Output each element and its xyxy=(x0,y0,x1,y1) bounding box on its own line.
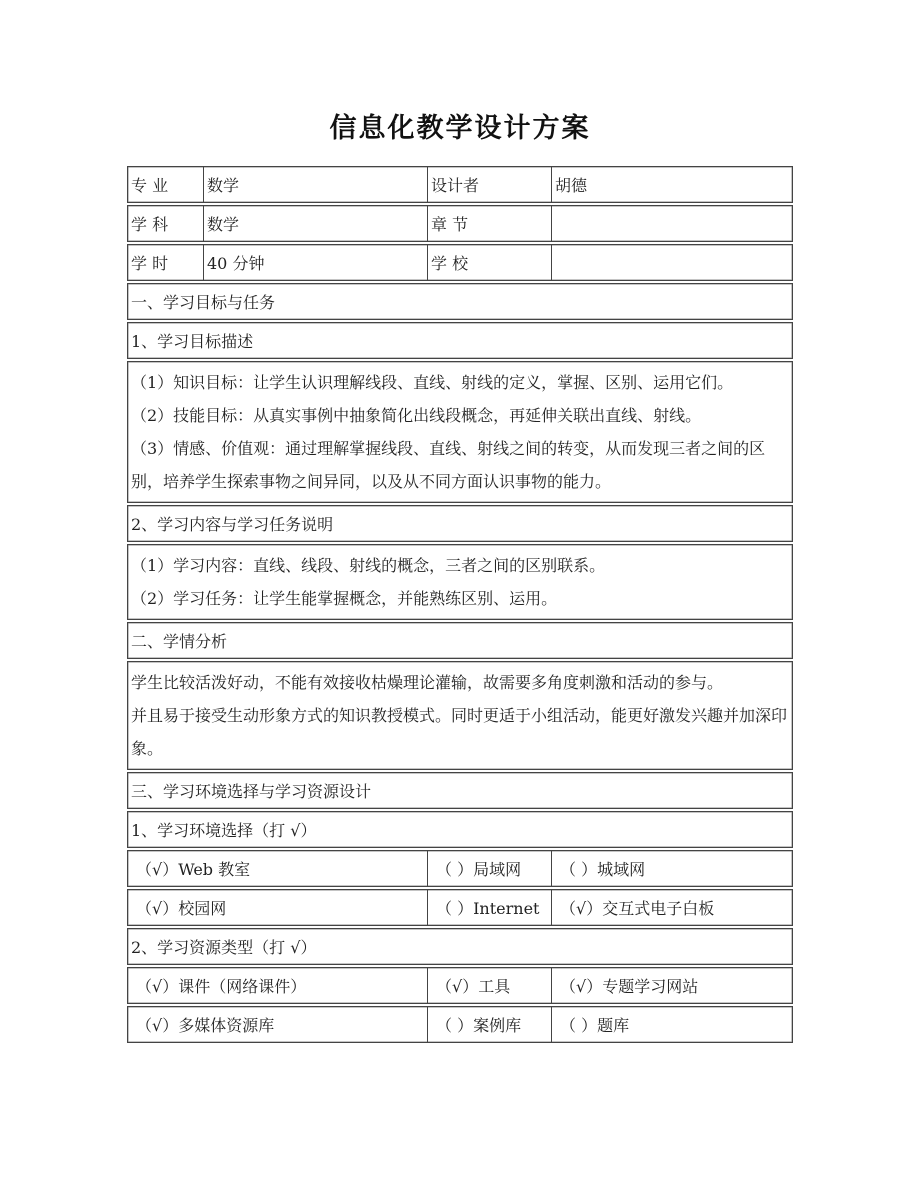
analysis-paragraph: 并且易于接受生动形象方式的知识教授模式。同时更适于小组活动，能更好激发兴趣并加深印象。 xyxy=(131,706,788,758)
resource-option: （√）课件（网络课件） xyxy=(128,968,428,1003)
chapter-value xyxy=(552,206,792,241)
hours-label: 学 时 xyxy=(128,245,204,280)
analysis-block xyxy=(127,661,793,770)
subject-label: 学 科 xyxy=(128,206,204,241)
section2-heading: 二、学情分析 xyxy=(131,632,228,651)
subsection-heading xyxy=(127,505,793,542)
subsection-heading xyxy=(127,811,793,848)
resource-row xyxy=(127,967,793,1004)
resource-option: （ ）案例库 xyxy=(428,1007,552,1042)
info-row xyxy=(127,166,793,203)
resource-option: （√）多媒体资源库 xyxy=(128,1007,428,1042)
content-heading: 2、学习内容与学习任务说明 xyxy=(131,515,334,534)
env-option: （√）校园网 xyxy=(128,890,428,925)
env-option: （ ）Internet xyxy=(428,890,552,925)
goals-block xyxy=(127,361,793,503)
school-label: 学 校 xyxy=(428,245,552,280)
section-heading xyxy=(127,622,793,659)
goals-text xyxy=(128,362,792,502)
designer-value: 胡德 xyxy=(555,176,588,195)
env-row xyxy=(127,889,793,926)
goals-heading: 1、学习目标描述 xyxy=(131,332,254,351)
goal-item: （3）情感、价值观：通过理解掌握线段、直线、射线之间的转变，从而发现三者之间的区别，培养学生探索事物之间异同，以及从不同方面认识事物的能力。 xyxy=(131,439,766,491)
goal-item: （2）技能目标：从真实事例中抽象简化出线段概念，再延伸关联出直线、射线。 xyxy=(131,406,702,425)
chapter-label: 章 节 xyxy=(428,206,552,241)
env-row xyxy=(127,850,793,887)
resource-option: （ ）题库 xyxy=(560,1016,630,1035)
env-option: （√）交互式电子白板 xyxy=(560,899,715,918)
resource-option: （√）专题学习网站 xyxy=(560,977,699,996)
resource-option: （√）工具 xyxy=(428,968,552,1003)
designer-label: 设计者 xyxy=(428,167,552,202)
env-option: （ ）局域网 xyxy=(428,851,552,886)
section-heading xyxy=(127,772,793,809)
env-option: （√）Web 教室 xyxy=(128,851,428,886)
page-title: 信息化教学设计方案 xyxy=(329,113,591,144)
resource-row xyxy=(127,1006,793,1043)
section-heading xyxy=(127,283,793,320)
subsection-heading xyxy=(127,322,793,359)
section1-heading: 一、学习目标与任务 xyxy=(131,293,276,312)
content-item: （1）学习内容：直线、线段、射线的概念，三者之间的区别联系。 xyxy=(131,556,606,575)
content-item: （2）学习任务：让学生能掌握概念，并能熟练区别、运用。 xyxy=(131,589,558,608)
subsection-heading xyxy=(127,928,793,965)
major-label: 专 业 xyxy=(128,167,204,202)
content-block xyxy=(127,544,793,620)
info-row xyxy=(127,244,793,281)
major-value: 数学 xyxy=(204,167,428,202)
info-row xyxy=(127,205,793,242)
subject-value: 数学 xyxy=(204,206,428,241)
section3-heading: 三、学习环境选择与学习资源设计 xyxy=(131,782,372,801)
goal-item: （1）知识目标：让学生认识理解线段、直线、射线的定义，掌握、区别、运用它们。 xyxy=(131,373,734,392)
hours-value: 40 分钟 xyxy=(204,245,428,280)
content-text xyxy=(128,545,792,619)
env-option: （ ）城域网 xyxy=(560,860,646,879)
design-table xyxy=(127,166,793,1045)
analysis-text xyxy=(128,662,792,769)
env-heading: 1、学习环境选择（打 √） xyxy=(131,821,317,840)
analysis-paragraph: 学生比较活泼好动，不能有效接收枯燥理论灌输，故需要多角度刺激和活动的参与。 xyxy=(131,673,724,692)
school-value xyxy=(552,245,792,280)
resource-heading: 2、学习资源类型（打 √） xyxy=(131,938,317,957)
